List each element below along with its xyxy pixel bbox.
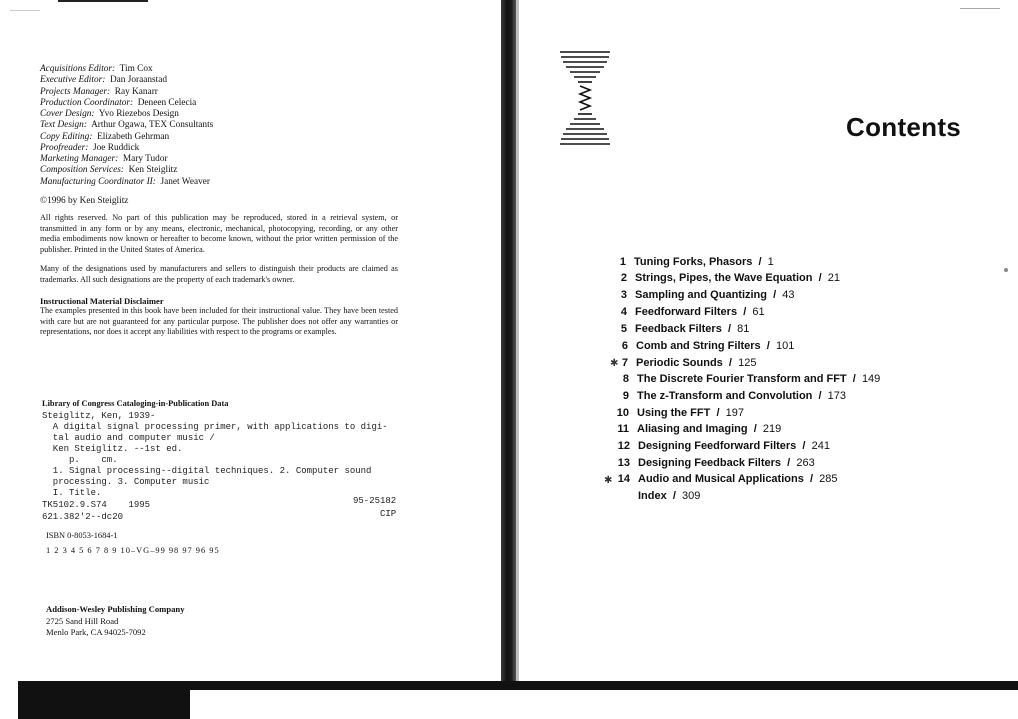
credit-line: Marketing Manager: Mary Tudor: [40, 154, 168, 164]
toc-page-number: 263: [796, 457, 815, 469]
toc-title: Designing Feedforward Filters: [638, 440, 797, 452]
credit-line: Projects Manager: Ray Kanarr: [40, 86, 158, 97]
toc-page-number: 61: [752, 306, 765, 318]
publisher-address-line2: Menlo Park, CA 94025-7092: [46, 627, 146, 637]
toc-title: Aliasing and Imaging: [637, 423, 748, 435]
toc-number: 6: [621, 340, 628, 352]
credit-line: Text Design: Arthur Ogawa, TEX Consultants: [40, 120, 214, 131]
credit-line: Cover Design: Yvo Riezebos Design: [40, 109, 179, 119]
credit-line: Production Coordinator: Deneen Celecia: [40, 97, 197, 108]
toc-number: 3: [620, 289, 627, 301]
handwritten-star-mark: ✱: [604, 475, 613, 486]
toc-entry[interactable]: 8 The Discrete Fourier Transform and FFT / 149: [599, 373, 880, 385]
trademark-paragraph: Many of the designations used by manufacturers and sellers to distinguish their products are claimed as trademarks. All such designations are the property of each trademark's owner.: [40, 264, 398, 284]
toc-number: 5: [620, 323, 627, 335]
toc-number: 1: [619, 256, 626, 268]
waveform-hourglass-icon: [558, 48, 612, 148]
cip-line: 1. Signal processing--digital techniques. 2. Computer sound: [42, 466, 372, 476]
cip-line: A digital signal processing primer, with applications to digi-: [42, 422, 388, 432]
book-spine-edge: [516, 0, 519, 684]
cip-line: Ken Steiglitz. --1st ed.: [42, 444, 183, 454]
credit-line: Acquisitions Editor: Tim Cox: [40, 64, 153, 74]
toc-number: 13: [617, 457, 630, 469]
toc-title: Using the FFT: [637, 407, 711, 419]
copyright-page: [0, 0, 502, 719]
publisher-block: [46, 604, 185, 639]
credit-line: Proofreader: Joe Ruddick: [40, 142, 140, 153]
toc-number: 10: [616, 407, 629, 419]
credit-line: Copy Editing: Elizabeth Gehrman: [40, 131, 170, 142]
toc-page-number: 285: [819, 473, 838, 485]
toc-entry[interactable]: 4 Feedforward Filters / 61: [597, 306, 765, 318]
scan-speck: [1004, 268, 1008, 272]
credits-block: [40, 64, 213, 188]
publisher-address-line1: 2725 Sand Hill Road: [46, 615, 119, 626]
toc-title: Tuning Forks, Phasors: [634, 256, 753, 268]
disclaimer-heading: Instructional Material Disclaimer: [40, 296, 164, 306]
toc-page-number: 219: [762, 423, 782, 435]
publisher-name: Addison-Wesley Publishing Company: [46, 604, 185, 614]
toc-number: 7: [621, 357, 628, 369]
cip-classification: TK5102.9.S74 1995: [42, 500, 151, 510]
toc-title: Feedforward Filters: [635, 306, 738, 318]
toc-number: 2: [620, 272, 627, 284]
print-line: 1 2 3 4 5 6 7 8 9 10–VG–99 98 97 96 95: [46, 546, 220, 555]
toc-entry[interactable]: 1 Tuning Forks, Phasors / 1: [596, 256, 774, 268]
toc-page-number: 149: [861, 373, 881, 385]
toc-number: 14: [617, 473, 630, 485]
handwritten-star-mark: ✱: [610, 358, 619, 369]
toc-number: 12: [617, 440, 630, 452]
toc-entry[interactable]: 7 Periodic Sounds / 125: [598, 357, 756, 369]
cip-line: processing. 3. Computer music: [42, 477, 210, 487]
toc-entry[interactable]: 10 Using the FFT / 197: [599, 407, 744, 419]
toc-entry[interactable]: 6 Comb and String Filters / 101: [598, 340, 794, 352]
cip-heading: Library of Congress Cataloging-in-Publication Data: [42, 399, 229, 408]
rights-paragraph: All rights reserved. No part of this publication may be reproduced, stored in a retrieval system, or transmitted in any form or by any means, electronic, mechanical, photocopying, recording, or any other media embodiments now known or hereafter to become known, without the prior written permission of the publisher. Printed in the United States of America.: [40, 213, 398, 254]
toc-title: The Discrete Fourier Transform and FFT: [637, 373, 847, 385]
toc-title: Periodic Sounds: [636, 357, 723, 369]
toc-page-number: 1: [767, 256, 774, 268]
toc-page-number: 101: [775, 340, 795, 352]
toc-entry[interactable]: 11 Aliasing and Imaging / 219: [599, 423, 781, 435]
cip-line: I. Title.: [42, 488, 102, 498]
cip-lccn: 95-25182: [353, 496, 397, 506]
toc-title: Strings, Pipes, the Wave Equation: [635, 272, 813, 284]
toc-title: Designing Feedback Filters: [638, 457, 782, 469]
toc-page-number: 43: [782, 289, 795, 301]
contents-heading: Contents: [846, 112, 962, 142]
cip-line: p. cm.: [42, 455, 118, 465]
toc-page-number: 81: [737, 323, 750, 335]
toc-title: Sampling and Quantizing: [635, 289, 767, 301]
toc-entry-index[interactable]: Index / 309: [638, 490, 701, 502]
toc-title: Feedback Filters: [635, 323, 722, 335]
toc-number: 8: [622, 373, 629, 385]
isbn: ISBN 0-8053-1684-1: [46, 531, 118, 540]
book-spine-shadow: [501, 0, 516, 684]
toc-entry[interactable]: 2 Strings, Pipes, the Wave Equation / 21: [597, 272, 840, 284]
copyright-notice: ©1996 by Ken Steiglitz: [40, 196, 129, 206]
toc-entry[interactable]: 5 Feedback Filters / 81: [597, 323, 749, 335]
toc-page-number: 241: [811, 440, 830, 452]
toc-page-number: 21: [827, 272, 840, 284]
toc-title: The z-Transform and Convolution: [637, 390, 813, 402]
cip-line: Steiglitz, Ken, 1939-: [42, 411, 156, 421]
toc-number: 9: [622, 390, 629, 402]
credit-line: Composition Services: Ken Steiglitz: [40, 165, 178, 176]
cip-line: tal audio and computer music /: [42, 433, 215, 443]
cip-dewey: 621.382'2--dc20: [42, 512, 124, 522]
toc-page-number: 173: [827, 390, 847, 402]
toc-entry[interactable]: 13 Designing Feedback Filters / 263: [600, 457, 815, 469]
toc-page-number: 309: [682, 490, 701, 502]
toc-number: 11: [617, 423, 629, 435]
scan-noise: [960, 8, 1000, 9]
credit-line: Manufacturing Coordinator II: Janet Weaver: [40, 176, 210, 187]
toc-entry[interactable]: 9 The z-Transform and Convolution / 173: [599, 390, 846, 402]
disclaimer-paragraph: The examples presented in this book have been included for their instructional value. They have been tested with care but are not guaranteed for any particular purpose. The publisher does not offer any warranties or representations, nor does it accept any liabilities with respect to the programs or examples.: [40, 306, 398, 336]
toc-title: Audio and Musical Applications: [638, 473, 804, 485]
scan-bottom-margin: [190, 690, 1018, 719]
toc-entry[interactable]: 3 Sampling and Quantizing / 43: [597, 289, 795, 301]
cip-flag: CIP: [380, 509, 397, 519]
toc-page-number: 125: [738, 357, 757, 369]
toc-entry[interactable]: 14 Audio and Musical Applications / 285: [600, 473, 837, 485]
toc-entry[interactable]: 12 Designing Feedforward Filters / 241: [600, 440, 830, 452]
toc-number: 4: [620, 306, 627, 318]
toc-title: Comb and String Filters: [636, 340, 761, 352]
toc-page-number: 197: [725, 407, 744, 419]
toc-title: Index: [638, 490, 667, 502]
scan-noise: [10, 10, 40, 11]
credit-line: Executive Editor: Dan Joraanstad: [40, 75, 168, 86]
